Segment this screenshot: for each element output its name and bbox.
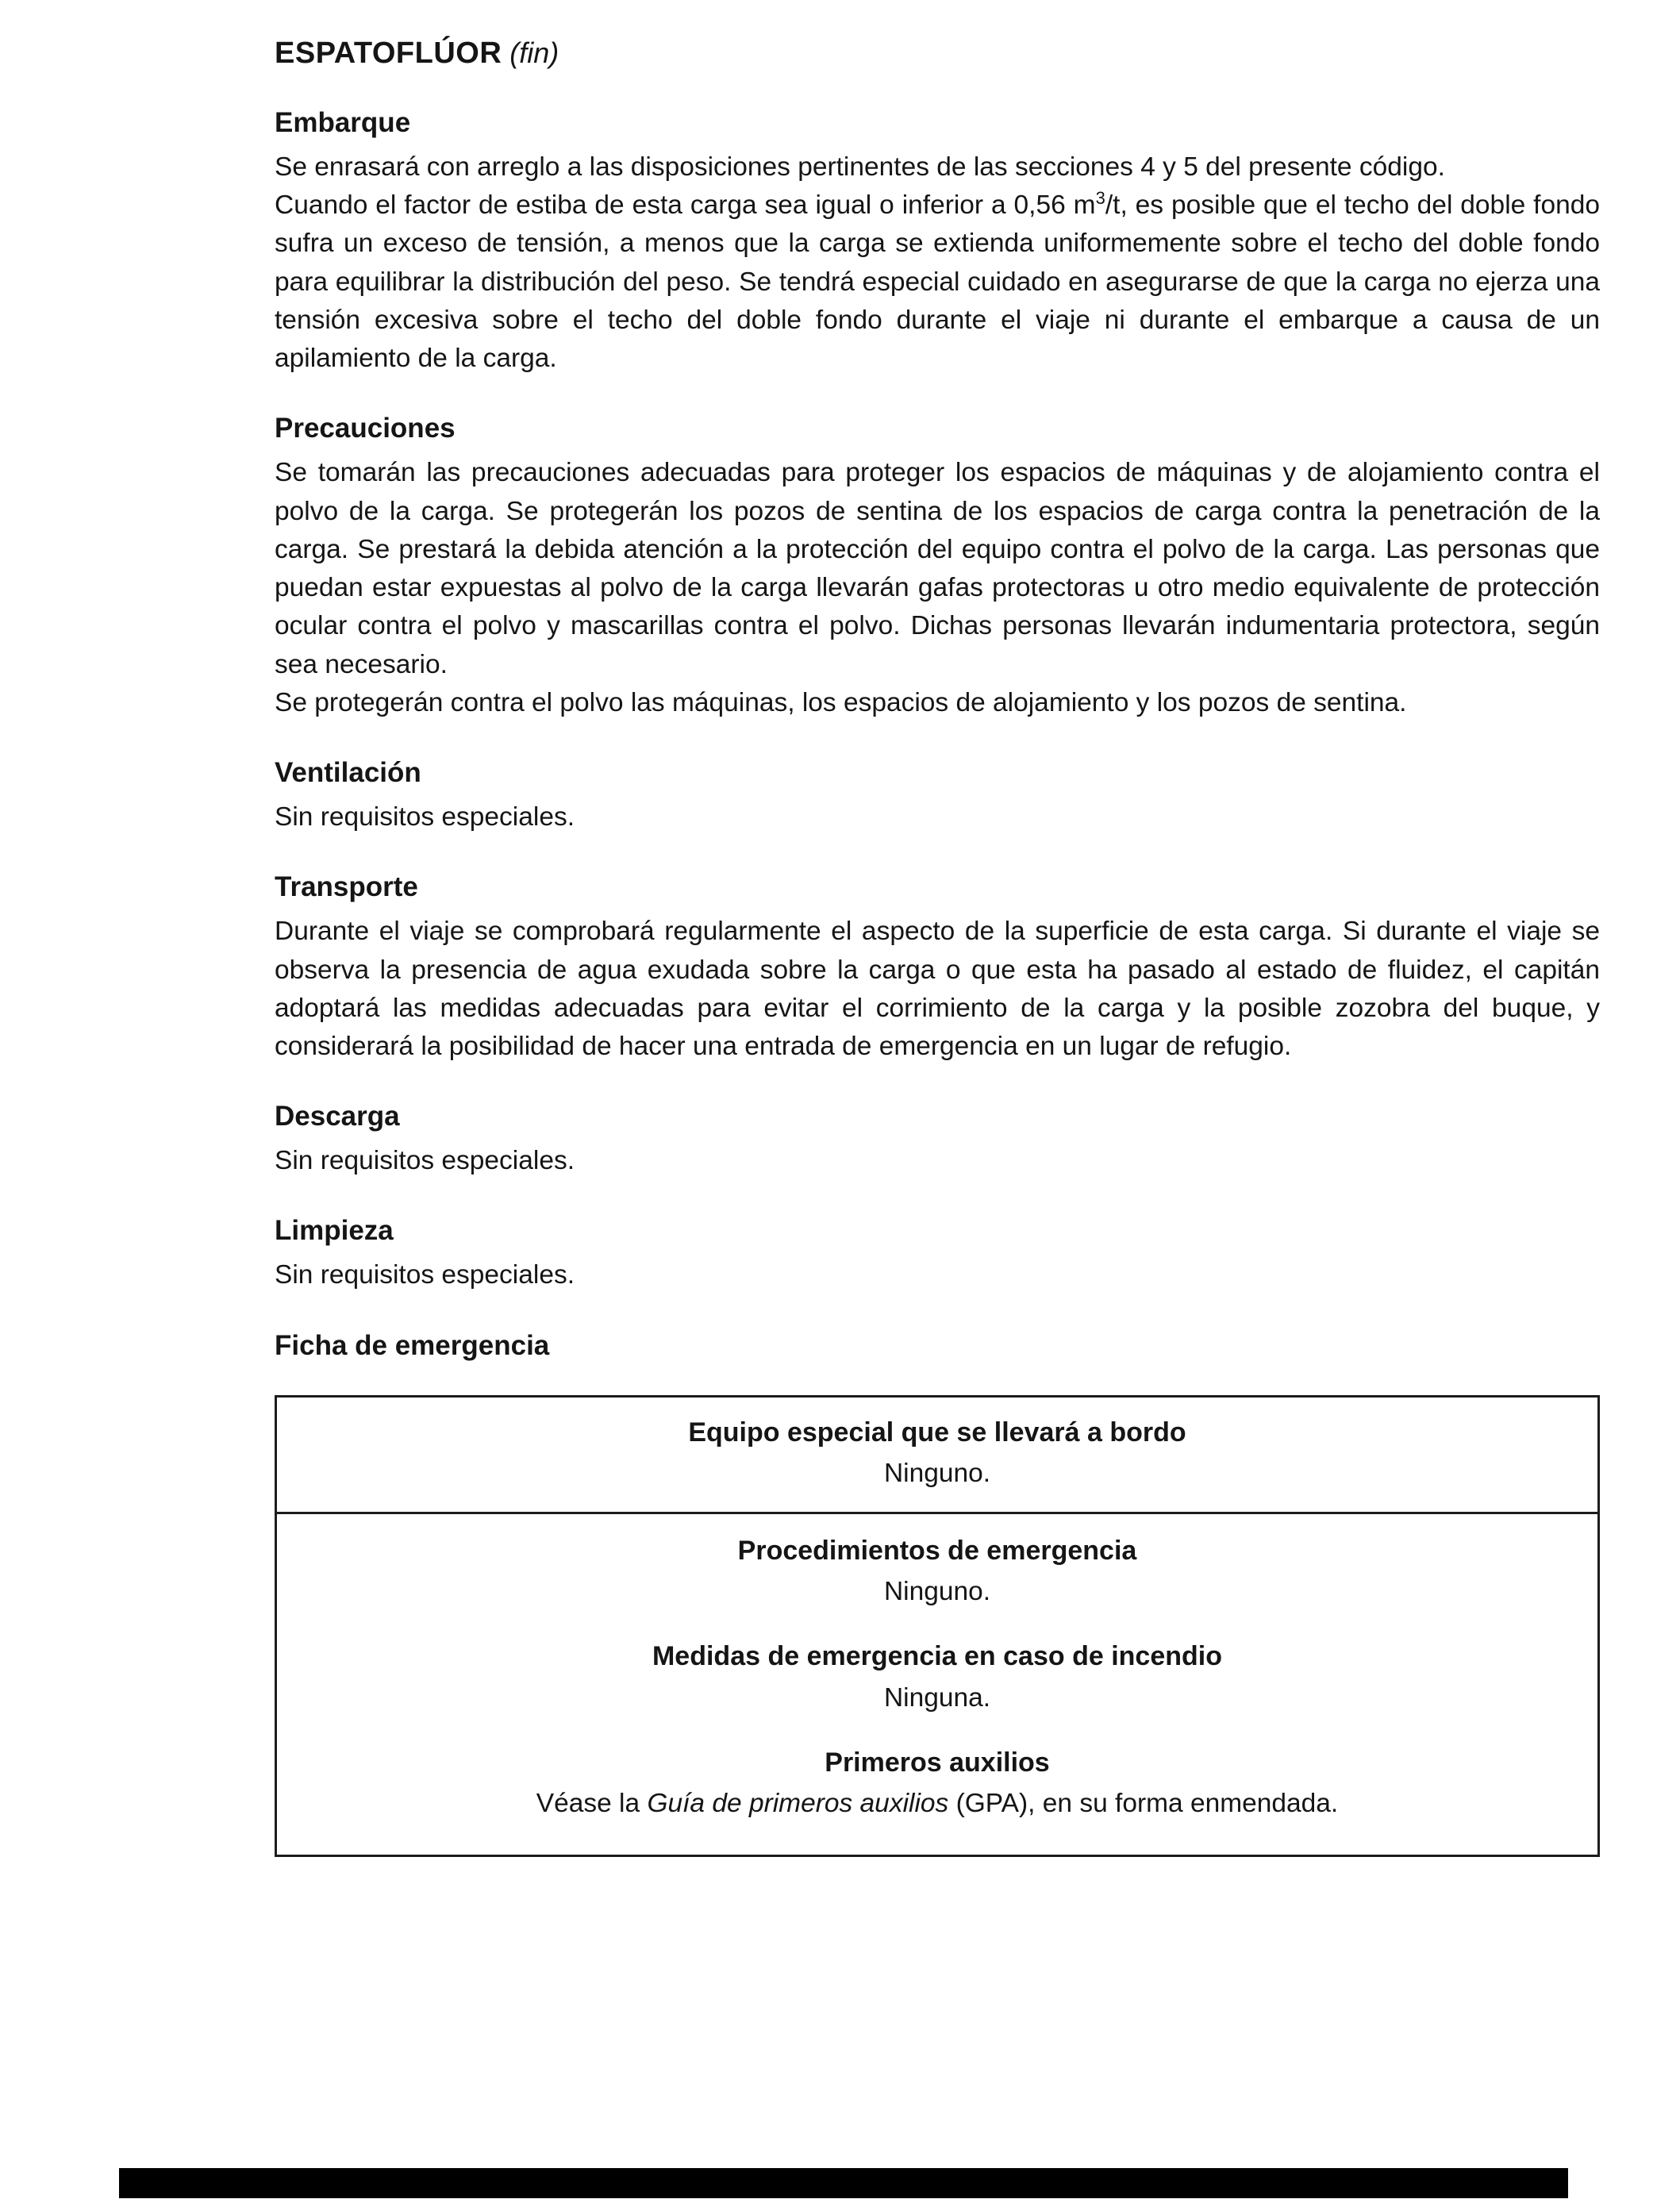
section-ficha-de-emergencia xyxy=(275,1330,1600,1857)
superscript: 3 xyxy=(1095,188,1105,209)
emergency-row-text xyxy=(296,1785,1578,1823)
emergency-group-first-aid xyxy=(296,1744,1578,1823)
emergency-row-text: Ninguno. xyxy=(883,1576,991,1606)
emergency-row-text: Ninguna. xyxy=(883,1682,991,1713)
paragraph: Sin requisitos especiales. xyxy=(275,802,575,832)
paragraph: Se enrasará con arreglo a las disposiciones pertinentes de las secciones 4 y 5 del presente código. xyxy=(275,152,1445,182)
cargo-name: ESPATOFLÚOR xyxy=(275,37,502,70)
emergency-table xyxy=(275,1395,1600,1857)
emergency-group-fire-measures xyxy=(296,1637,1578,1717)
section-limpieza xyxy=(275,1215,1600,1294)
section-heading-ventilacion: Ventilación xyxy=(275,757,421,789)
paragraph: Sin requisitos especiales. xyxy=(275,1146,575,1176)
section-heading-ficha-emergencia: Ficha de emergencia xyxy=(275,1329,550,1361)
emergency-row-procedures xyxy=(277,1514,1597,1855)
section-descarga xyxy=(275,1101,1600,1180)
page-title xyxy=(275,37,1600,71)
page-bottom-scan-artifact xyxy=(119,2168,1568,2198)
section-heading-precauciones: Precauciones xyxy=(275,413,456,444)
emergency-row-title: Medidas de emergencia en caso de incendio xyxy=(652,1641,1223,1672)
paragraph: Durante el viaje se comprobará regularmente el aspecto de la superficie de esta carga. Si durante el viaje se observa la presencia de agua exudada sobre la carga o que esta ha pasado al estado de fluidez, el capitán adoptará las medidas adecuadas para evitar el corrimiento de la carga y la posible zozobra del buque, y considerará la posibilidad de hacer una entrada de emergencia en un lugar de refugio. xyxy=(275,917,1600,1061)
paragraph: Sin requisitos especiales. xyxy=(275,1260,575,1290)
section-heading-descarga: Descarga xyxy=(275,1101,400,1132)
page-content xyxy=(275,37,1600,1857)
paragraph xyxy=(275,186,1600,378)
section-ventilacion xyxy=(275,757,1600,836)
emergency-row-title: Equipo especial que se llevará a bordo xyxy=(688,1417,1186,1448)
section-precauciones xyxy=(275,413,1600,722)
emergency-row-equipment xyxy=(277,1398,1597,1514)
emergency-row-text: Ninguno. xyxy=(883,1458,991,1488)
emergency-row-title: Procedimientos de emergencia xyxy=(737,1535,1137,1566)
section-heading-limpieza: Limpieza xyxy=(275,1215,394,1247)
paragraph-text: /t, es posible que el techo del doble fondo sufra un exceso de tensión, a menos que la carga se extienda uniformemente sobre el techo del doble fondo para equilibrar la distribución del peso. Se tendrá especial cuidado en asegurarse de que la carga no ejerza una tensión excesiva sobre el techo del doble fondo durante el viaje ni durante el embarque a causa de un apilamiento de la carga. xyxy=(275,190,1601,374)
emergency-group-procedures xyxy=(296,1532,1578,1611)
section-transporte xyxy=(275,871,1600,1066)
cargo-name-suffix: (fin) xyxy=(509,37,559,69)
first-aid-text: (GPA), en su forma enmendada. xyxy=(948,1789,1339,1819)
section-embarque xyxy=(275,107,1600,378)
section-heading-embarque: Embarque xyxy=(275,107,411,138)
paragraph-text: Cuando el factor de estiba de esta carga sea igual o inferior a 0,56 m xyxy=(275,190,1096,221)
first-aid-text: Véase la xyxy=(536,1789,648,1819)
emergency-row-title: Primeros auxilios xyxy=(825,1747,1050,1778)
paragraph: Se protegerán contra el polvo las máquinas, los espacios de alojamiento y los pozos de sentina. xyxy=(275,687,1407,717)
paragraph: Se tomarán las precauciones adecuadas para proteger los espacios de máquinas y de alojamiento contra el polvo de la carga. Se protegerán los pozos de sentina de los espacios de carga contra la penetración de la carga. Se prestará la debida atención a la protección del equipo contra el polvo de la carga. Las personas que puedan estar expuestas al polvo de la carga llevarán gafas protectoras u otro medio equivalente de protección ocular contra el polvo y mascarillas contra el polvo. Dichas personas llevarán indumentaria protectora, según sea necesario. xyxy=(275,458,1600,679)
first-aid-guide-title: Guía de primeros auxilios xyxy=(647,1789,949,1819)
section-heading-transporte: Transporte xyxy=(275,871,418,903)
